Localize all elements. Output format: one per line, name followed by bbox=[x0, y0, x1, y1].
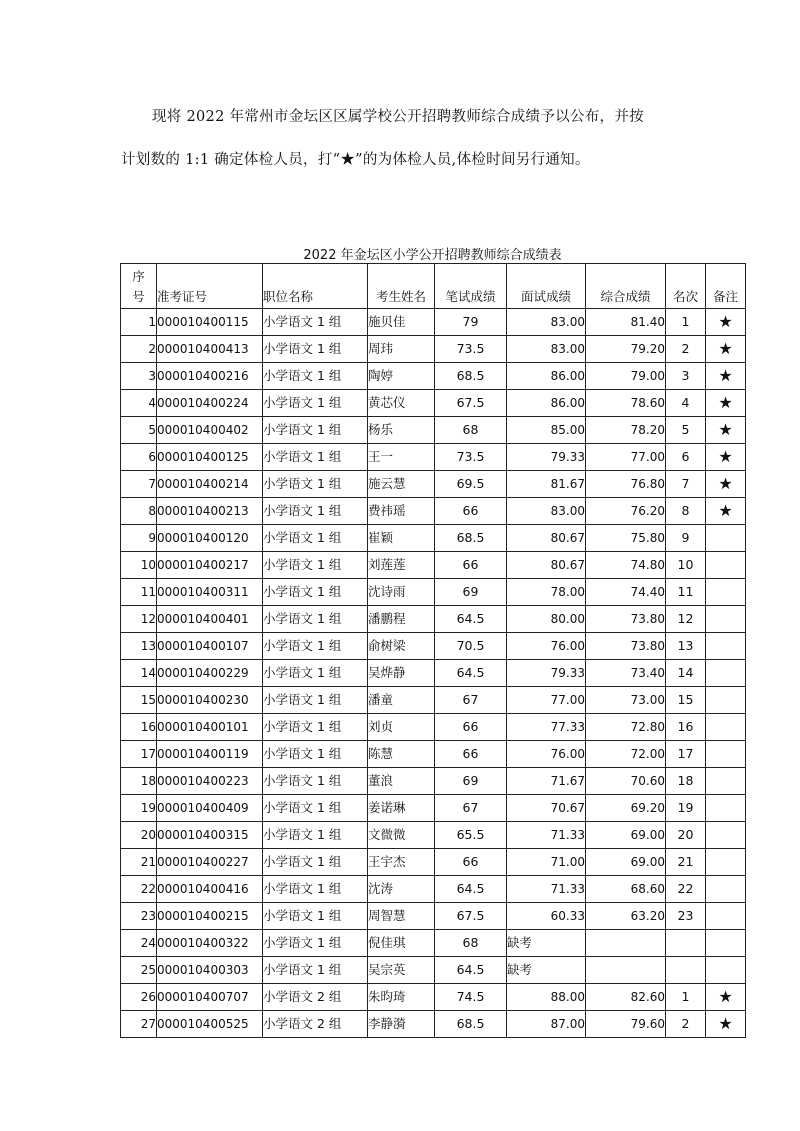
cell-candidate-name: 杨乐 bbox=[368, 417, 435, 444]
cell-rank: 6 bbox=[666, 444, 706, 471]
score-table bbox=[120, 263, 746, 1038]
table-row bbox=[121, 471, 746, 498]
cell-rank: 14 bbox=[666, 660, 706, 687]
cell-ticket-number: 000010400217 bbox=[157, 552, 263, 579]
cell-note bbox=[706, 930, 746, 957]
cell-serial: 4 bbox=[121, 390, 157, 417]
cell-rank: 7 bbox=[666, 471, 706, 498]
cell-total-score: 73.80 bbox=[586, 633, 666, 660]
cell-written-score: 64.5 bbox=[435, 876, 507, 903]
cell-position: 小学语文 1 组 bbox=[263, 579, 368, 606]
cell-total-score: 69.00 bbox=[586, 822, 666, 849]
cell-candidate-name: 潘童 bbox=[368, 687, 435, 714]
cell-position: 小学语文 1 组 bbox=[263, 471, 368, 498]
cell-position: 小学语文 1 组 bbox=[263, 498, 368, 525]
cell-serial: 3 bbox=[121, 363, 157, 390]
table-row bbox=[121, 660, 746, 687]
cell-position: 小学语文 1 组 bbox=[263, 417, 368, 444]
cell-serial: 19 bbox=[121, 795, 157, 822]
cell-interview-score: 88.00 bbox=[507, 984, 586, 1011]
cell-candidate-name: 崔颖 bbox=[368, 525, 435, 552]
table-row bbox=[121, 876, 746, 903]
cell-serial: 15 bbox=[121, 687, 157, 714]
table-row bbox=[121, 768, 746, 795]
cell-position: 小学语文 1 组 bbox=[263, 741, 368, 768]
cell-rank bbox=[666, 957, 706, 984]
star-icon: ★ bbox=[706, 363, 746, 390]
cell-position: 小学语文 1 组 bbox=[263, 660, 368, 687]
cell-serial: 25 bbox=[121, 957, 157, 984]
cell-total-score: 69.20 bbox=[586, 795, 666, 822]
cell-written-score: 64.5 bbox=[435, 606, 507, 633]
cell-ticket-number: 000010400227 bbox=[157, 849, 263, 876]
cell-serial: 16 bbox=[121, 714, 157, 741]
header-rank: 名次 bbox=[666, 264, 706, 309]
cell-interview-score: 76.00 bbox=[507, 633, 586, 660]
table-row bbox=[121, 525, 746, 552]
cell-position: 小学语文 1 组 bbox=[263, 903, 368, 930]
cell-ticket-number: 000010400125 bbox=[157, 444, 263, 471]
cell-interview-score: 71.33 bbox=[507, 822, 586, 849]
cell-ticket-number: 000010400401 bbox=[157, 606, 263, 633]
cell-serial: 7 bbox=[121, 471, 157, 498]
cell-position: 小学语文 1 组 bbox=[263, 795, 368, 822]
cell-candidate-name: 姜诺琳 bbox=[368, 795, 435, 822]
notice-line-1: 现将 2022 年常州市金坛区区属学校公开招聘教师综合成绩予以公布，并按 bbox=[152, 109, 644, 125]
cell-candidate-name: 潘鹏程 bbox=[368, 606, 435, 633]
cell-written-score: 68.5 bbox=[435, 363, 507, 390]
table-row bbox=[121, 498, 746, 525]
cell-position: 小学语文 1 组 bbox=[263, 768, 368, 795]
cell-ticket-number: 000010400402 bbox=[157, 417, 263, 444]
cell-written-score: 73.5 bbox=[435, 336, 507, 363]
cell-interview-score: 79.33 bbox=[507, 660, 586, 687]
cell-ticket-number: 000010400413 bbox=[157, 336, 263, 363]
cell-position: 小学语文 1 组 bbox=[263, 687, 368, 714]
cell-ticket-number: 000010400409 bbox=[157, 795, 263, 822]
cell-serial: 12 bbox=[121, 606, 157, 633]
notice-line-2: 计划数的 1:1 确定体检人员，打“★”的为体检人员,体检时间另行通知。 bbox=[121, 152, 590, 168]
table-row bbox=[121, 849, 746, 876]
cell-total-score bbox=[586, 930, 666, 957]
cell-candidate-name: 费祎瑶 bbox=[368, 498, 435, 525]
cell-candidate-name: 王一 bbox=[368, 444, 435, 471]
cell-position: 小学语文 1 组 bbox=[263, 363, 368, 390]
cell-candidate-name: 倪佳琪 bbox=[368, 930, 435, 957]
cell-ticket-number: 000010400107 bbox=[157, 633, 263, 660]
cell-position: 小学语文 1 组 bbox=[263, 390, 368, 417]
cell-note bbox=[706, 822, 746, 849]
cell-rank: 23 bbox=[666, 903, 706, 930]
cell-ticket-number: 000010400214 bbox=[157, 471, 263, 498]
cell-written-score: 67.5 bbox=[435, 390, 507, 417]
cell-serial: 17 bbox=[121, 741, 157, 768]
cell-ticket-number: 000010400315 bbox=[157, 822, 263, 849]
cell-written-score: 79 bbox=[435, 309, 507, 336]
cell-total-score: 74.80 bbox=[586, 552, 666, 579]
cell-written-score: 65.5 bbox=[435, 822, 507, 849]
star-icon: ★ bbox=[706, 417, 746, 444]
cell-interview-score: 86.00 bbox=[507, 363, 586, 390]
cell-candidate-name: 施贝佳 bbox=[368, 309, 435, 336]
cell-position: 小学语文 1 组 bbox=[263, 876, 368, 903]
cell-position: 小学语文 1 组 bbox=[263, 822, 368, 849]
cell-serial: 11 bbox=[121, 579, 157, 606]
cell-rank: 1 bbox=[666, 309, 706, 336]
table-row bbox=[121, 606, 746, 633]
cell-total-score: 72.00 bbox=[586, 741, 666, 768]
cell-position: 小学语文 1 组 bbox=[263, 633, 368, 660]
cell-interview-score: 78.00 bbox=[507, 579, 586, 606]
cell-serial: 23 bbox=[121, 903, 157, 930]
cell-total-score: 77.00 bbox=[586, 444, 666, 471]
cell-total-score: 63.20 bbox=[586, 903, 666, 930]
cell-ticket-number: 000010400215 bbox=[157, 903, 263, 930]
cell-note bbox=[706, 525, 746, 552]
cell-serial: 13 bbox=[121, 633, 157, 660]
table-row bbox=[121, 417, 746, 444]
cell-candidate-name: 沈诗雨 bbox=[368, 579, 435, 606]
cell-note bbox=[706, 633, 746, 660]
cell-position: 小学语文 1 组 bbox=[263, 309, 368, 336]
table-row bbox=[121, 822, 746, 849]
cell-candidate-name: 吴宗英 bbox=[368, 957, 435, 984]
cell-rank: 12 bbox=[666, 606, 706, 633]
cell-total-score: 73.40 bbox=[586, 660, 666, 687]
cell-serial: 10 bbox=[121, 552, 157, 579]
table-row bbox=[121, 363, 746, 390]
cell-rank: 20 bbox=[666, 822, 706, 849]
cell-rank bbox=[666, 930, 706, 957]
cell-position: 小学语文 1 组 bbox=[263, 552, 368, 579]
cell-position: 小学语文 1 组 bbox=[263, 714, 368, 741]
header-position: 职位名称 bbox=[263, 264, 368, 309]
cell-written-score: 66 bbox=[435, 552, 507, 579]
cell-total-score: 79.60 bbox=[586, 1011, 666, 1038]
cell-serial: 9 bbox=[121, 525, 157, 552]
cell-note bbox=[706, 795, 746, 822]
table-row bbox=[121, 903, 746, 930]
cell-total-score: 82.60 bbox=[586, 984, 666, 1011]
cell-candidate-name: 刘贞 bbox=[368, 714, 435, 741]
cell-serial: 14 bbox=[121, 660, 157, 687]
cell-note bbox=[706, 768, 746, 795]
cell-note bbox=[706, 741, 746, 768]
cell-candidate-name: 李静漪 bbox=[368, 1011, 435, 1038]
cell-ticket-number: 000010400416 bbox=[157, 876, 263, 903]
cell-ticket-number: 000010400115 bbox=[157, 309, 263, 336]
cell-position: 小学语文 1 组 bbox=[263, 336, 368, 363]
cell-written-score: 73.5 bbox=[435, 444, 507, 471]
star-icon: ★ bbox=[706, 1011, 746, 1038]
cell-serial: 27 bbox=[121, 1011, 157, 1038]
cell-position: 小学语文 1 组 bbox=[263, 930, 368, 957]
cell-position: 小学语文 2 组 bbox=[263, 1011, 368, 1038]
header-ticket-number: 准考证号 bbox=[157, 264, 263, 309]
cell-interview-score: 77.00 bbox=[507, 687, 586, 714]
cell-written-score: 68.5 bbox=[435, 525, 507, 552]
cell-written-score: 74.5 bbox=[435, 984, 507, 1011]
cell-interview-score: 缺考 bbox=[507, 930, 586, 957]
cell-written-score: 68 bbox=[435, 417, 507, 444]
table-row bbox=[121, 552, 746, 579]
star-icon: ★ bbox=[706, 336, 746, 363]
header-interview-score: 面试成绩 bbox=[507, 264, 586, 309]
header-written-score: 笔试成绩 bbox=[435, 264, 507, 309]
cell-total-score: 70.60 bbox=[586, 768, 666, 795]
cell-interview-score: 71.00 bbox=[507, 849, 586, 876]
cell-position: 小学语文 1 组 bbox=[263, 957, 368, 984]
cell-interview-score: 缺考 bbox=[507, 957, 586, 984]
cell-written-score: 64.5 bbox=[435, 957, 507, 984]
cell-candidate-name: 沈涛 bbox=[368, 876, 435, 903]
table-row bbox=[121, 741, 746, 768]
cell-candidate-name: 朱昀琦 bbox=[368, 984, 435, 1011]
table-row bbox=[121, 633, 746, 660]
cell-candidate-name: 文微微 bbox=[368, 822, 435, 849]
cell-position: 小学语文 2 组 bbox=[263, 984, 368, 1011]
table-row bbox=[121, 390, 746, 417]
cell-written-score: 67.5 bbox=[435, 903, 507, 930]
cell-interview-score: 76.00 bbox=[507, 741, 586, 768]
cell-serial: 2 bbox=[121, 336, 157, 363]
cell-candidate-name: 董浪 bbox=[368, 768, 435, 795]
cell-candidate-name: 施云慧 bbox=[368, 471, 435, 498]
cell-note bbox=[706, 579, 746, 606]
cell-ticket-number: 000010400120 bbox=[157, 525, 263, 552]
cell-written-score: 66 bbox=[435, 714, 507, 741]
header-total-score: 综合成绩 bbox=[586, 264, 666, 309]
cell-ticket-number: 000010400311 bbox=[157, 579, 263, 606]
cell-written-score: 64.5 bbox=[435, 660, 507, 687]
cell-serial: 8 bbox=[121, 498, 157, 525]
table-header-row bbox=[121, 264, 746, 309]
cell-written-score: 67 bbox=[435, 687, 507, 714]
cell-interview-score: 86.00 bbox=[507, 390, 586, 417]
cell-serial: 24 bbox=[121, 930, 157, 957]
cell-total-score: 74.40 bbox=[586, 579, 666, 606]
cell-ticket-number: 000010400230 bbox=[157, 687, 263, 714]
cell-interview-score: 83.00 bbox=[507, 336, 586, 363]
cell-interview-score: 87.00 bbox=[507, 1011, 586, 1038]
cell-interview-score: 80.67 bbox=[507, 525, 586, 552]
table-row bbox=[121, 795, 746, 822]
cell-rank: 2 bbox=[666, 336, 706, 363]
cell-note bbox=[706, 687, 746, 714]
cell-total-score: 79.00 bbox=[586, 363, 666, 390]
cell-written-score: 69 bbox=[435, 768, 507, 795]
cell-total-score bbox=[586, 957, 666, 984]
cell-rank: 21 bbox=[666, 849, 706, 876]
cell-interview-score: 60.33 bbox=[507, 903, 586, 930]
cell-ticket-number: 000010400213 bbox=[157, 498, 263, 525]
cell-rank: 4 bbox=[666, 390, 706, 417]
cell-serial: 18 bbox=[121, 768, 157, 795]
cell-candidate-name: 王宇杰 bbox=[368, 849, 435, 876]
star-icon: ★ bbox=[706, 471, 746, 498]
cell-total-score: 75.80 bbox=[586, 525, 666, 552]
cell-written-score: 66 bbox=[435, 741, 507, 768]
table-row bbox=[121, 336, 746, 363]
star-icon: ★ bbox=[706, 984, 746, 1011]
cell-interview-score: 71.33 bbox=[507, 876, 586, 903]
table-row bbox=[121, 579, 746, 606]
table-row bbox=[121, 984, 746, 1011]
cell-position: 小学语文 1 组 bbox=[263, 606, 368, 633]
cell-interview-score: 71.67 bbox=[507, 768, 586, 795]
cell-ticket-number: 000010400322 bbox=[157, 930, 263, 957]
cell-serial: 26 bbox=[121, 984, 157, 1011]
cell-total-score: 68.60 bbox=[586, 876, 666, 903]
cell-rank: 2 bbox=[666, 1011, 706, 1038]
cell-interview-score: 83.00 bbox=[507, 309, 586, 336]
cell-note bbox=[706, 660, 746, 687]
cell-rank: 19 bbox=[666, 795, 706, 822]
cell-serial: 22 bbox=[121, 876, 157, 903]
cell-candidate-name: 周玮 bbox=[368, 336, 435, 363]
cell-note bbox=[706, 876, 746, 903]
header-candidate-name: 考生姓名 bbox=[368, 264, 435, 309]
cell-total-score: 69.00 bbox=[586, 849, 666, 876]
cell-total-score: 78.20 bbox=[586, 417, 666, 444]
table-row bbox=[121, 309, 746, 336]
cell-written-score: 69.5 bbox=[435, 471, 507, 498]
cell-written-score: 69 bbox=[435, 579, 507, 606]
table-body bbox=[121, 309, 746, 1038]
cell-serial: 5 bbox=[121, 417, 157, 444]
cell-ticket-number: 000010400707 bbox=[157, 984, 263, 1011]
cell-interview-score: 79.33 bbox=[507, 444, 586, 471]
cell-note bbox=[706, 849, 746, 876]
cell-rank: 11 bbox=[666, 579, 706, 606]
star-icon: ★ bbox=[706, 444, 746, 471]
table-row bbox=[121, 714, 746, 741]
cell-rank: 3 bbox=[666, 363, 706, 390]
cell-rank: 5 bbox=[666, 417, 706, 444]
cell-ticket-number: 000010400216 bbox=[157, 363, 263, 390]
cell-written-score: 68.5 bbox=[435, 1011, 507, 1038]
cell-total-score: 73.00 bbox=[586, 687, 666, 714]
cell-ticket-number: 000010400303 bbox=[157, 957, 263, 984]
cell-rank: 17 bbox=[666, 741, 706, 768]
cell-written-score: 66 bbox=[435, 498, 507, 525]
cell-written-score: 66 bbox=[435, 849, 507, 876]
cell-interview-score: 85.00 bbox=[507, 417, 586, 444]
cell-written-score: 67 bbox=[435, 795, 507, 822]
cell-position: 小学语文 1 组 bbox=[263, 444, 368, 471]
cell-total-score: 76.80 bbox=[586, 471, 666, 498]
cell-ticket-number: 000010400224 bbox=[157, 390, 263, 417]
cell-serial: 1 bbox=[121, 309, 157, 336]
cell-ticket-number: 000010400229 bbox=[157, 660, 263, 687]
cell-rank: 10 bbox=[666, 552, 706, 579]
cell-ticket-number: 000010400525 bbox=[157, 1011, 263, 1038]
star-icon: ★ bbox=[706, 498, 746, 525]
cell-rank: 16 bbox=[666, 714, 706, 741]
cell-serial: 20 bbox=[121, 822, 157, 849]
cell-interview-score: 70.67 bbox=[507, 795, 586, 822]
cell-candidate-name: 俞树梁 bbox=[368, 633, 435, 660]
cell-candidate-name: 周智慧 bbox=[368, 903, 435, 930]
cell-interview-score: 80.67 bbox=[507, 552, 586, 579]
cell-note bbox=[706, 957, 746, 984]
cell-ticket-number: 000010400119 bbox=[157, 741, 263, 768]
table-row bbox=[121, 1011, 746, 1038]
cell-total-score: 79.20 bbox=[586, 336, 666, 363]
star-icon: ★ bbox=[706, 309, 746, 336]
cell-note bbox=[706, 552, 746, 579]
cell-ticket-number: 000010400223 bbox=[157, 768, 263, 795]
cell-written-score: 68 bbox=[435, 930, 507, 957]
cell-interview-score: 83.00 bbox=[507, 498, 586, 525]
cell-candidate-name: 黄芯仪 bbox=[368, 390, 435, 417]
cell-serial: 6 bbox=[121, 444, 157, 471]
cell-position: 小学语文 1 组 bbox=[263, 849, 368, 876]
cell-total-score: 78.60 bbox=[586, 390, 666, 417]
cell-total-score: 81.40 bbox=[586, 309, 666, 336]
cell-total-score: 72.80 bbox=[586, 714, 666, 741]
cell-total-score: 73.80 bbox=[586, 606, 666, 633]
table-row bbox=[121, 957, 746, 984]
cell-rank: 1 bbox=[666, 984, 706, 1011]
cell-rank: 22 bbox=[666, 876, 706, 903]
cell-interview-score: 80.00 bbox=[507, 606, 586, 633]
cell-rank: 8 bbox=[666, 498, 706, 525]
header-serial: 序 号 bbox=[121, 264, 157, 309]
cell-note bbox=[706, 903, 746, 930]
cell-ticket-number: 000010400101 bbox=[157, 714, 263, 741]
cell-total-score: 76.20 bbox=[586, 498, 666, 525]
star-icon: ★ bbox=[706, 390, 746, 417]
cell-candidate-name: 刘莲莲 bbox=[368, 552, 435, 579]
cell-candidate-name: 吴烨静 bbox=[368, 660, 435, 687]
table-row bbox=[121, 444, 746, 471]
cell-candidate-name: 陶婷 bbox=[368, 363, 435, 390]
cell-serial: 21 bbox=[121, 849, 157, 876]
cell-candidate-name: 陈慧 bbox=[368, 741, 435, 768]
cell-position: 小学语文 1 组 bbox=[263, 525, 368, 552]
table-row bbox=[121, 930, 746, 957]
cell-written-score: 70.5 bbox=[435, 633, 507, 660]
table-title: 2022 年金坛区小学公开招聘教师综合成绩表 bbox=[303, 248, 562, 263]
cell-note bbox=[706, 714, 746, 741]
cell-interview-score: 77.33 bbox=[507, 714, 586, 741]
cell-interview-score: 81.67 bbox=[507, 471, 586, 498]
cell-rank: 18 bbox=[666, 768, 706, 795]
cell-note bbox=[706, 606, 746, 633]
table-row bbox=[121, 687, 746, 714]
cell-rank: 15 bbox=[666, 687, 706, 714]
cell-rank: 13 bbox=[666, 633, 706, 660]
cell-rank: 9 bbox=[666, 525, 706, 552]
header-note: 备注 bbox=[706, 264, 746, 309]
